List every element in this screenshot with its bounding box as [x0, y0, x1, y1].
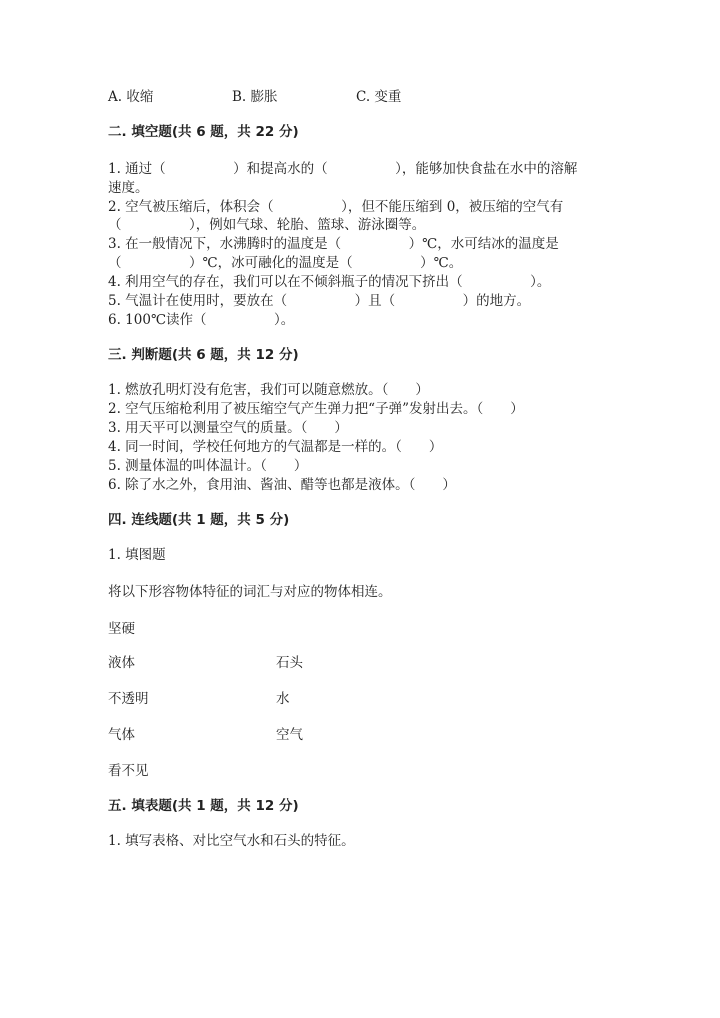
- fill-line-8: 5. 气温计在使用时，要放在（ ）且（ ）的地方。: [108, 293, 531, 309]
- left-word-5: 看不见: [108, 763, 149, 779]
- section-2-title: 二. 填空题(共 6 题，共 22 分): [108, 124, 299, 140]
- fill-line-2: 速度。: [108, 180, 149, 196]
- left-word-1: 坚硬: [108, 621, 135, 637]
- judge-line-1: 1. 燃放孔明灯没有危害，我们可以随意燃放。（ ）: [108, 382, 429, 398]
- fill-line-4: （ ），例如气球、轮胎、篮球、游泳圈等。: [108, 217, 426, 233]
- option-c: C. 变重: [356, 89, 402, 105]
- judge-line-4: 4. 同一时间，学校任何地方的气温都是一样的。（ ）: [108, 439, 443, 455]
- section-3-title: 三. 判断题(共 6 题，共 12 分): [108, 347, 299, 363]
- right-word-2: 水: [276, 691, 290, 707]
- left-word-4: 气体: [108, 727, 135, 743]
- fill-line-3: 2. 空气被压缩后，体积会（ ），但不能压缩到 0，被压缩的空气有: [108, 199, 564, 215]
- table-question: 1. 填写表格、对比空气水和石头的特征。: [108, 833, 355, 849]
- fill-line-1: 1. 通过（ ）和提高水的（ ），能够加快食盐在水中的溶解: [108, 161, 578, 177]
- fill-line-5: 3. 在一般情况下，水沸腾时的温度是（ ）℃，水可结冰的温度是: [108, 236, 559, 252]
- left-word-2: 液体: [108, 655, 135, 671]
- option-b: B. 膨胀: [232, 89, 278, 105]
- right-word-3: 空气: [276, 727, 303, 743]
- judge-line-3: 3. 用天平可以测量空气的质量。（ ）: [108, 420, 348, 436]
- right-word-1: 石头: [276, 655, 303, 671]
- match-instruction: 将以下形容物体特征的词汇与对应的物体相连。: [108, 584, 392, 600]
- left-word-3: 不透明: [108, 691, 149, 707]
- fill-line-7: 4. 利用空气的存在，我们可以在不倾斜瓶子的情况下挤出（ ）。: [108, 274, 551, 290]
- match-question: 1. 填图题: [108, 547, 166, 563]
- option-a: A. 收缩: [108, 89, 154, 105]
- fill-line-6: （ ）℃，冰可融化的温度是（ ）℃。: [108, 255, 463, 271]
- judge-line-6: 6. 除了水之外，食用油、酱油、醋等也都是液体。（ ）: [108, 477, 456, 493]
- section-4-title: 四. 连线题(共 1 题，共 5 分): [108, 512, 290, 528]
- judge-line-2: 2. 空气压缩枪利用了被压缩空气产生弹力把“子弹”发射出去。（ ）: [108, 401, 524, 417]
- section-5-title: 五. 填表题(共 1 题，共 12 分): [108, 798, 299, 814]
- judge-line-5: 5. 测量体温的叫体温计。（ ）: [108, 458, 308, 474]
- fill-line-9: 6. 100℃读作（ ）。: [108, 312, 295, 328]
